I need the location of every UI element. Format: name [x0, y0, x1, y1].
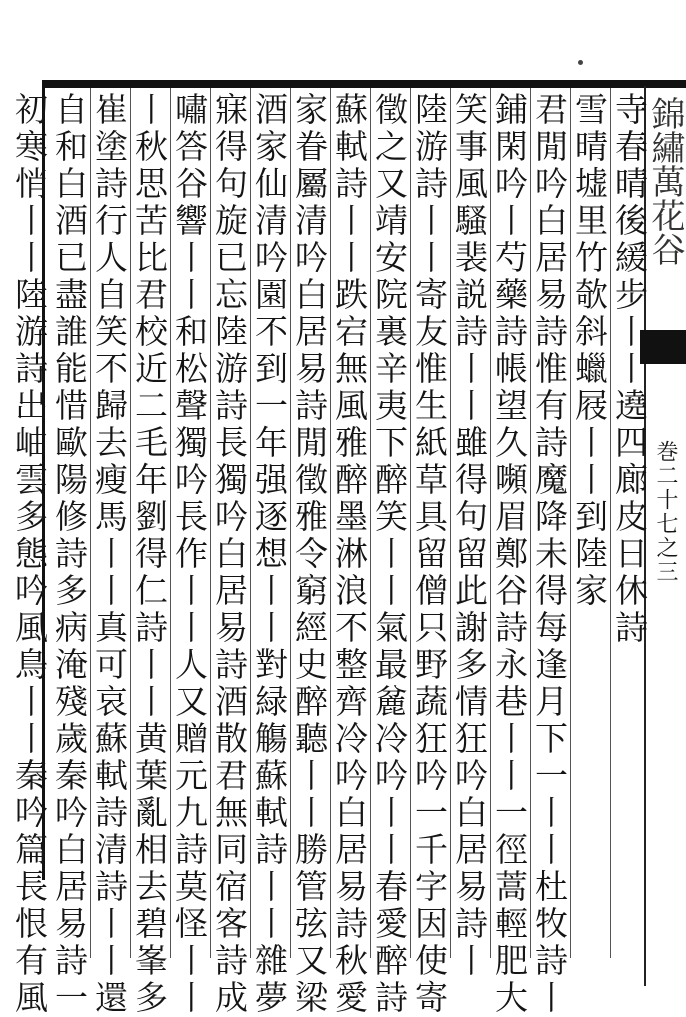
text-column: 酒家仙清吟園不到一年强逐想丨丨對緑觴蘇軾詩丨丨雜夢: [250, 92, 289, 1017]
text-column: 徵之又靖安院裏辛夷下醉笑丨丨氣最麄冷吟丨丨春愛醉詩: [370, 92, 409, 1017]
margin-title: 錦繡萬花谷: [645, 96, 685, 266]
text-column: 陸游詩丨丨寄友惟生紙草具留僧只野蔬狂吟一千字因使寄: [410, 92, 449, 1017]
text-column: 家眷屬清吟白居易詩閒徵雅令窮經史醉聽丨丨勝管弦又梁: [290, 92, 329, 1017]
text-column: 嘯答谷響丨丨和松聲獨吟長作丨丨人又贈元九詩莫怪丨丨: [170, 92, 209, 1017]
text-column: 丨秋思苦比君校近二毛年劉得仁詩丨丨黄葉亂相去碧峯多: [130, 92, 169, 1017]
text-column: 自和白酒已盡誰能惜歐陽修詩多病淹殘歲秦吟白居易詩一: [50, 92, 89, 1017]
text-column: 崔塗詩行人自笑不歸去瘦馬丨丨真可哀蘇軾詩清詩丨丨還: [90, 92, 129, 1017]
ink-speck: [578, 60, 583, 65]
text-column: 蘇軾詩丨丨跌宕無風雅醉墨淋浪不整齊冷吟白居易詩秋愛: [330, 92, 369, 1017]
text-column: 笑事風騷裴説詩丨丨雖得句留此謝多情狂吟白居易詩丨: [450, 92, 489, 980]
juan-label: 巻二十七之三: [653, 440, 678, 584]
text-column: 雪晴墟里竹欹斜蠟屐丨丨到陸家: [570, 92, 609, 610]
text-column: 寺春晴後緩步丨丨遶四廊皮日休詩: [610, 92, 649, 647]
text-column: 寐得句旋已忘陸游詩長獨吟白居易詩酒散君無同宿客詩成: [210, 92, 249, 1017]
text-column: 君閒吟白居易詩惟有詩魔降未得每逢月下一丨丨杜牧詩丨: [530, 92, 569, 1017]
text-column: 初寒悄丨丨陸游詩出岫雲多態吟風鳥丨丨秦吟篇長恨有風: [10, 92, 49, 1017]
top-border: [42, 80, 686, 88]
text-column: 鋪閑吟丨芍藥詩帳望久嚬眉鄭谷詩永巷丨丨一徑蒿輕肥大: [490, 92, 529, 1017]
